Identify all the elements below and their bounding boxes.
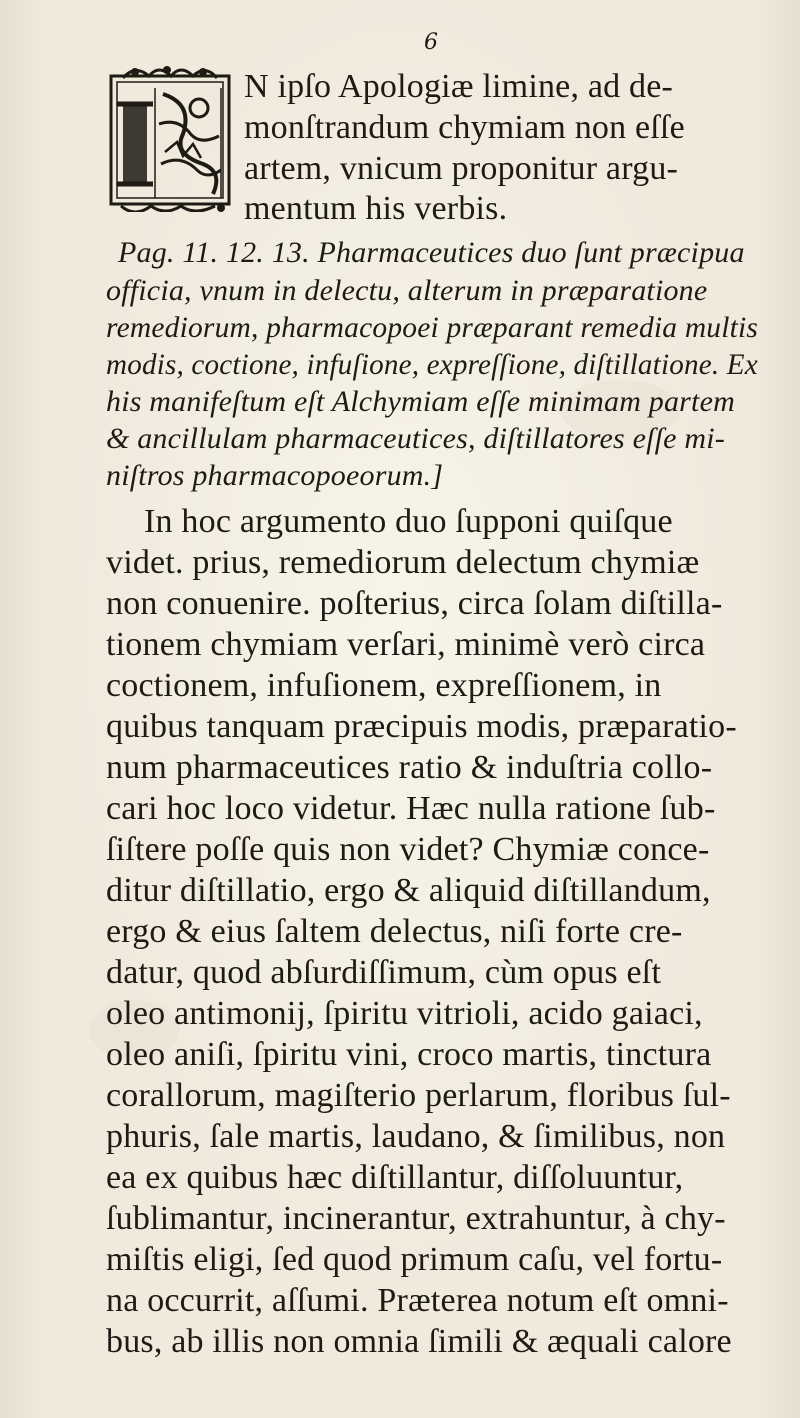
text-line: quibus tanquam præcipuis modis, præparatio-	[106, 708, 737, 745]
text-line: na occurrit, aſſumi. Præterea notum eſt omni-	[106, 1282, 729, 1319]
text-line: ſublimantur, incinerantur, extrahuntur, à chy-	[106, 1200, 726, 1237]
text-line: videt. prius, remediorum delectum chymiæ	[106, 544, 700, 581]
text-line: coctionem, infuſionem, expreſſionem, in	[106, 667, 662, 704]
text-line: N ipſo Apologiæ limine, ad de-	[244, 68, 674, 105]
quote-line: officia, vnum in delectu, alterum in præparatione	[106, 274, 708, 307]
text-line: bus, ab illis non omnia ſimili & æquali calore	[106, 1323, 732, 1360]
text-line: miſtis eligi, ſed quod primum caſu, vel fortu-	[106, 1241, 723, 1278]
text-line: In hoc argumento duo ſupponi quiſque	[144, 503, 673, 540]
quote-line: remediorum, pharmacopoei præparant remedia multis	[106, 311, 759, 344]
decorative-initial-icon	[103, 64, 237, 212]
quote-line: his manifeſtum eſt Alchymiam eſſe minimam partem	[106, 385, 735, 418]
quote-line: Pag. 11. 12. 13. Pharmaceutices duo ſunt præcipua	[118, 236, 745, 269]
quote-line: & ancillulam pharmaceutices, diſtillatores eſſe mi-	[106, 422, 725, 455]
text-line: mentum his verbis.	[244, 190, 508, 227]
text-line: corallorum, magiſterio perlarum, floribus ſul-	[106, 1077, 731, 1114]
text-line: cari hoc loco videtur. Hæc nulla ratione ſub-	[106, 790, 716, 827]
text-line: artem, vnicum proponitur argu-	[244, 150, 679, 187]
text-line: ea ex quibus hæc diſtillantur, diſſoluuntur,	[106, 1159, 684, 1196]
text-line: oleo aniſi, ſpiritu vini, croco martis, tinctura	[106, 1036, 712, 1073]
text-line: non conuenire. poſterius, circa ſolam diſtilla-	[106, 585, 723, 622]
text-line: monſtrandum chymiam non eſſe	[244, 109, 685, 146]
text-line: ergo & eius ſaltem delectus, niſi forte cre-	[106, 913, 683, 950]
page-number: 6	[424, 30, 438, 55]
text-line: tionem chymiam verſari, minimè verò circa	[106, 626, 706, 663]
text-line: phuris, ſale martis, laudano, & ſimilibus, non	[106, 1118, 726, 1155]
text-line: num pharmaceutices ratio & induſtria collo-	[106, 749, 713, 786]
quote-line: modis, coctione, infuſione, expreſſione, diſtillatione. Ex	[106, 348, 758, 381]
text-line: datur, quod abſurdiſſimum, cùm opus eſt	[106, 954, 662, 991]
text-line: oleo antimonij, ſpiritu vitrioli, acido gaiaci,	[106, 995, 703, 1032]
quote-line: niſtros pharmacopoeorum.]	[106, 459, 444, 492]
text-line: ditur diſtillatio, ergo & aliquid diſtillandum,	[106, 872, 711, 909]
text-line: ſiſtere poſſe quis non videt? Chymiæ conce-	[106, 831, 710, 868]
